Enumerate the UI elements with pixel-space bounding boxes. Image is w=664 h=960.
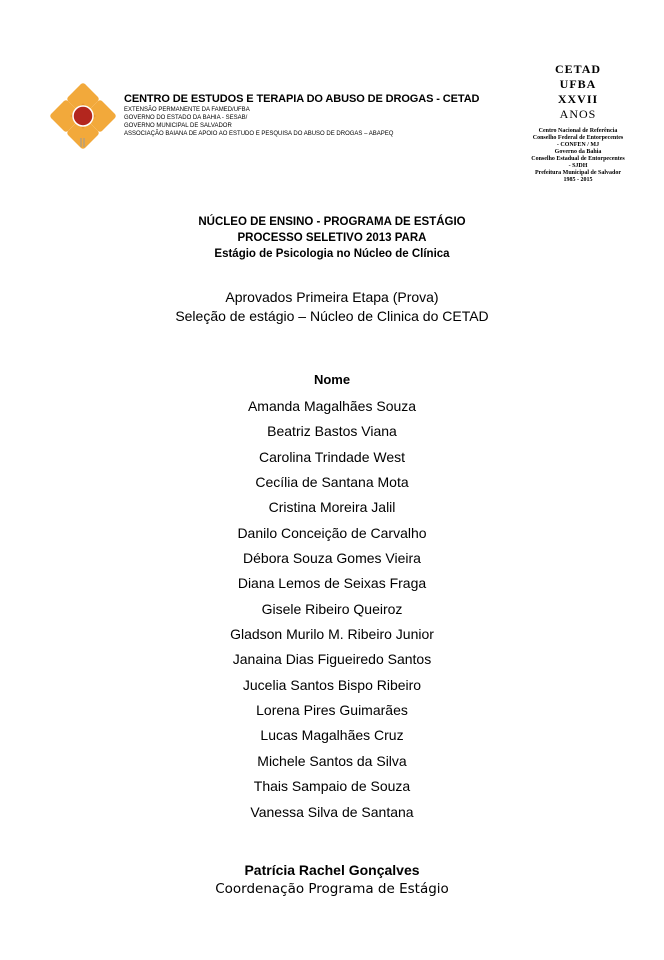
heading-line: NÚCLEO DE ENSINO - PROGRAMA DE ESTÁGIO: [198, 216, 466, 228]
org-line: ASSOCIAÇÃO BAIANA DE APOIO AO ESTUDO E PESQUISA DO ABUSO DE DROGAS – ABAPEQ: [124, 131, 394, 137]
approved-title: [0, 288, 664, 326]
badge-small-line: - CONFEN / MJ: [556, 142, 600, 148]
badge-small-line: Prefeitura Municipal de Salvador: [534, 170, 622, 176]
list-item: Danilo Conceição de Carvalho: [237, 524, 427, 541]
approved-line: Aprovados Primeira Etapa (Prova): [225, 289, 439, 305]
signature-block: [0, 861, 664, 899]
badge-small-line: Conselho Federal de Entorpecentes: [532, 135, 624, 141]
cetad-logo-icon: [50, 83, 116, 149]
badge-small-text: [518, 128, 638, 184]
list-item: Beatriz Bastos Viana: [267, 423, 397, 440]
org-info: [124, 93, 524, 138]
list-item: Jucelia Santos Bispo Ribeiro: [242, 676, 422, 693]
approved-names-list: [0, 371, 664, 825]
list-item: Cristina Moreira Jalil: [268, 499, 396, 516]
badge-small-line: Centro Nacional de Referência: [538, 128, 618, 134]
org-line: EXTENSÃO PERMANENTE DA FAMED/UFBA: [124, 107, 250, 113]
list-item: Diana Lemos de Seixas Fraga: [237, 575, 427, 592]
badge-line: CETAD: [554, 62, 602, 76]
list-item: Janaina Dias Figueiredo Santos: [232, 651, 432, 668]
list-item: Michele Santos da Silva: [257, 752, 407, 769]
badge-small-line: Conselho Estadual de Entorpecentes: [531, 156, 625, 162]
heading-line: Estágio de Psicologia no Núcleo de Clínica: [214, 248, 450, 260]
letterhead: [0, 0, 664, 200]
heading-line: PROCESSO SELETIVO 2013 PARA: [237, 232, 427, 244]
signatory-name: Patrícia Rachel Gonçalves: [244, 862, 420, 878]
list-item: Lucas Magalhães Cruz: [260, 727, 404, 744]
list-item: Cecília de Santana Mota: [255, 474, 409, 491]
signatory-role: Coordenação Programa de Estágio: [215, 881, 449, 897]
badge-small-line: Governo da Bahia: [554, 149, 602, 155]
program-heading: [0, 214, 664, 262]
list-item: Amanda Magalhães Souza: [247, 398, 417, 414]
badge-line: ANOS: [559, 107, 597, 121]
badge-line: XXVII: [557, 92, 599, 106]
badge-line: UFBA: [559, 77, 597, 91]
badge-small-line: 1985 - 2015: [563, 177, 593, 183]
org-title: CENTRO DE ESTUDOS E TERAPIA DO ABUSO DE DROGAS - CETAD: [124, 93, 480, 105]
names-column-header: Nome: [313, 372, 351, 387]
list-item: Débora Souza Gomes Vieira: [243, 550, 421, 567]
approved-line: Seleção de estágio – Núcleo de Clinica do CETAD: [175, 308, 489, 324]
badge-small-line: - SJDH: [568, 163, 588, 169]
list-item: Carolina Trindade West: [258, 448, 406, 465]
list-item: Vanessa Silva de Santana: [250, 803, 414, 820]
org-line: GOVERNO DO ESTADO DA BAHIA - SESAB/: [124, 115, 248, 121]
list-item: Thais Sampaio de Souza: [253, 778, 411, 795]
list-item: Lorena Pires Guimarães: [256, 702, 408, 719]
org-line: GOVERNO MUNICIPAL DE SALVADOR: [124, 123, 232, 129]
list-item: Gisele Ribeiro Queiroz: [261, 600, 403, 617]
list-item: Gladson Murilo M. Ribeiro Junior: [230, 626, 434, 643]
cetad-anniversary-badge: [518, 62, 638, 184]
